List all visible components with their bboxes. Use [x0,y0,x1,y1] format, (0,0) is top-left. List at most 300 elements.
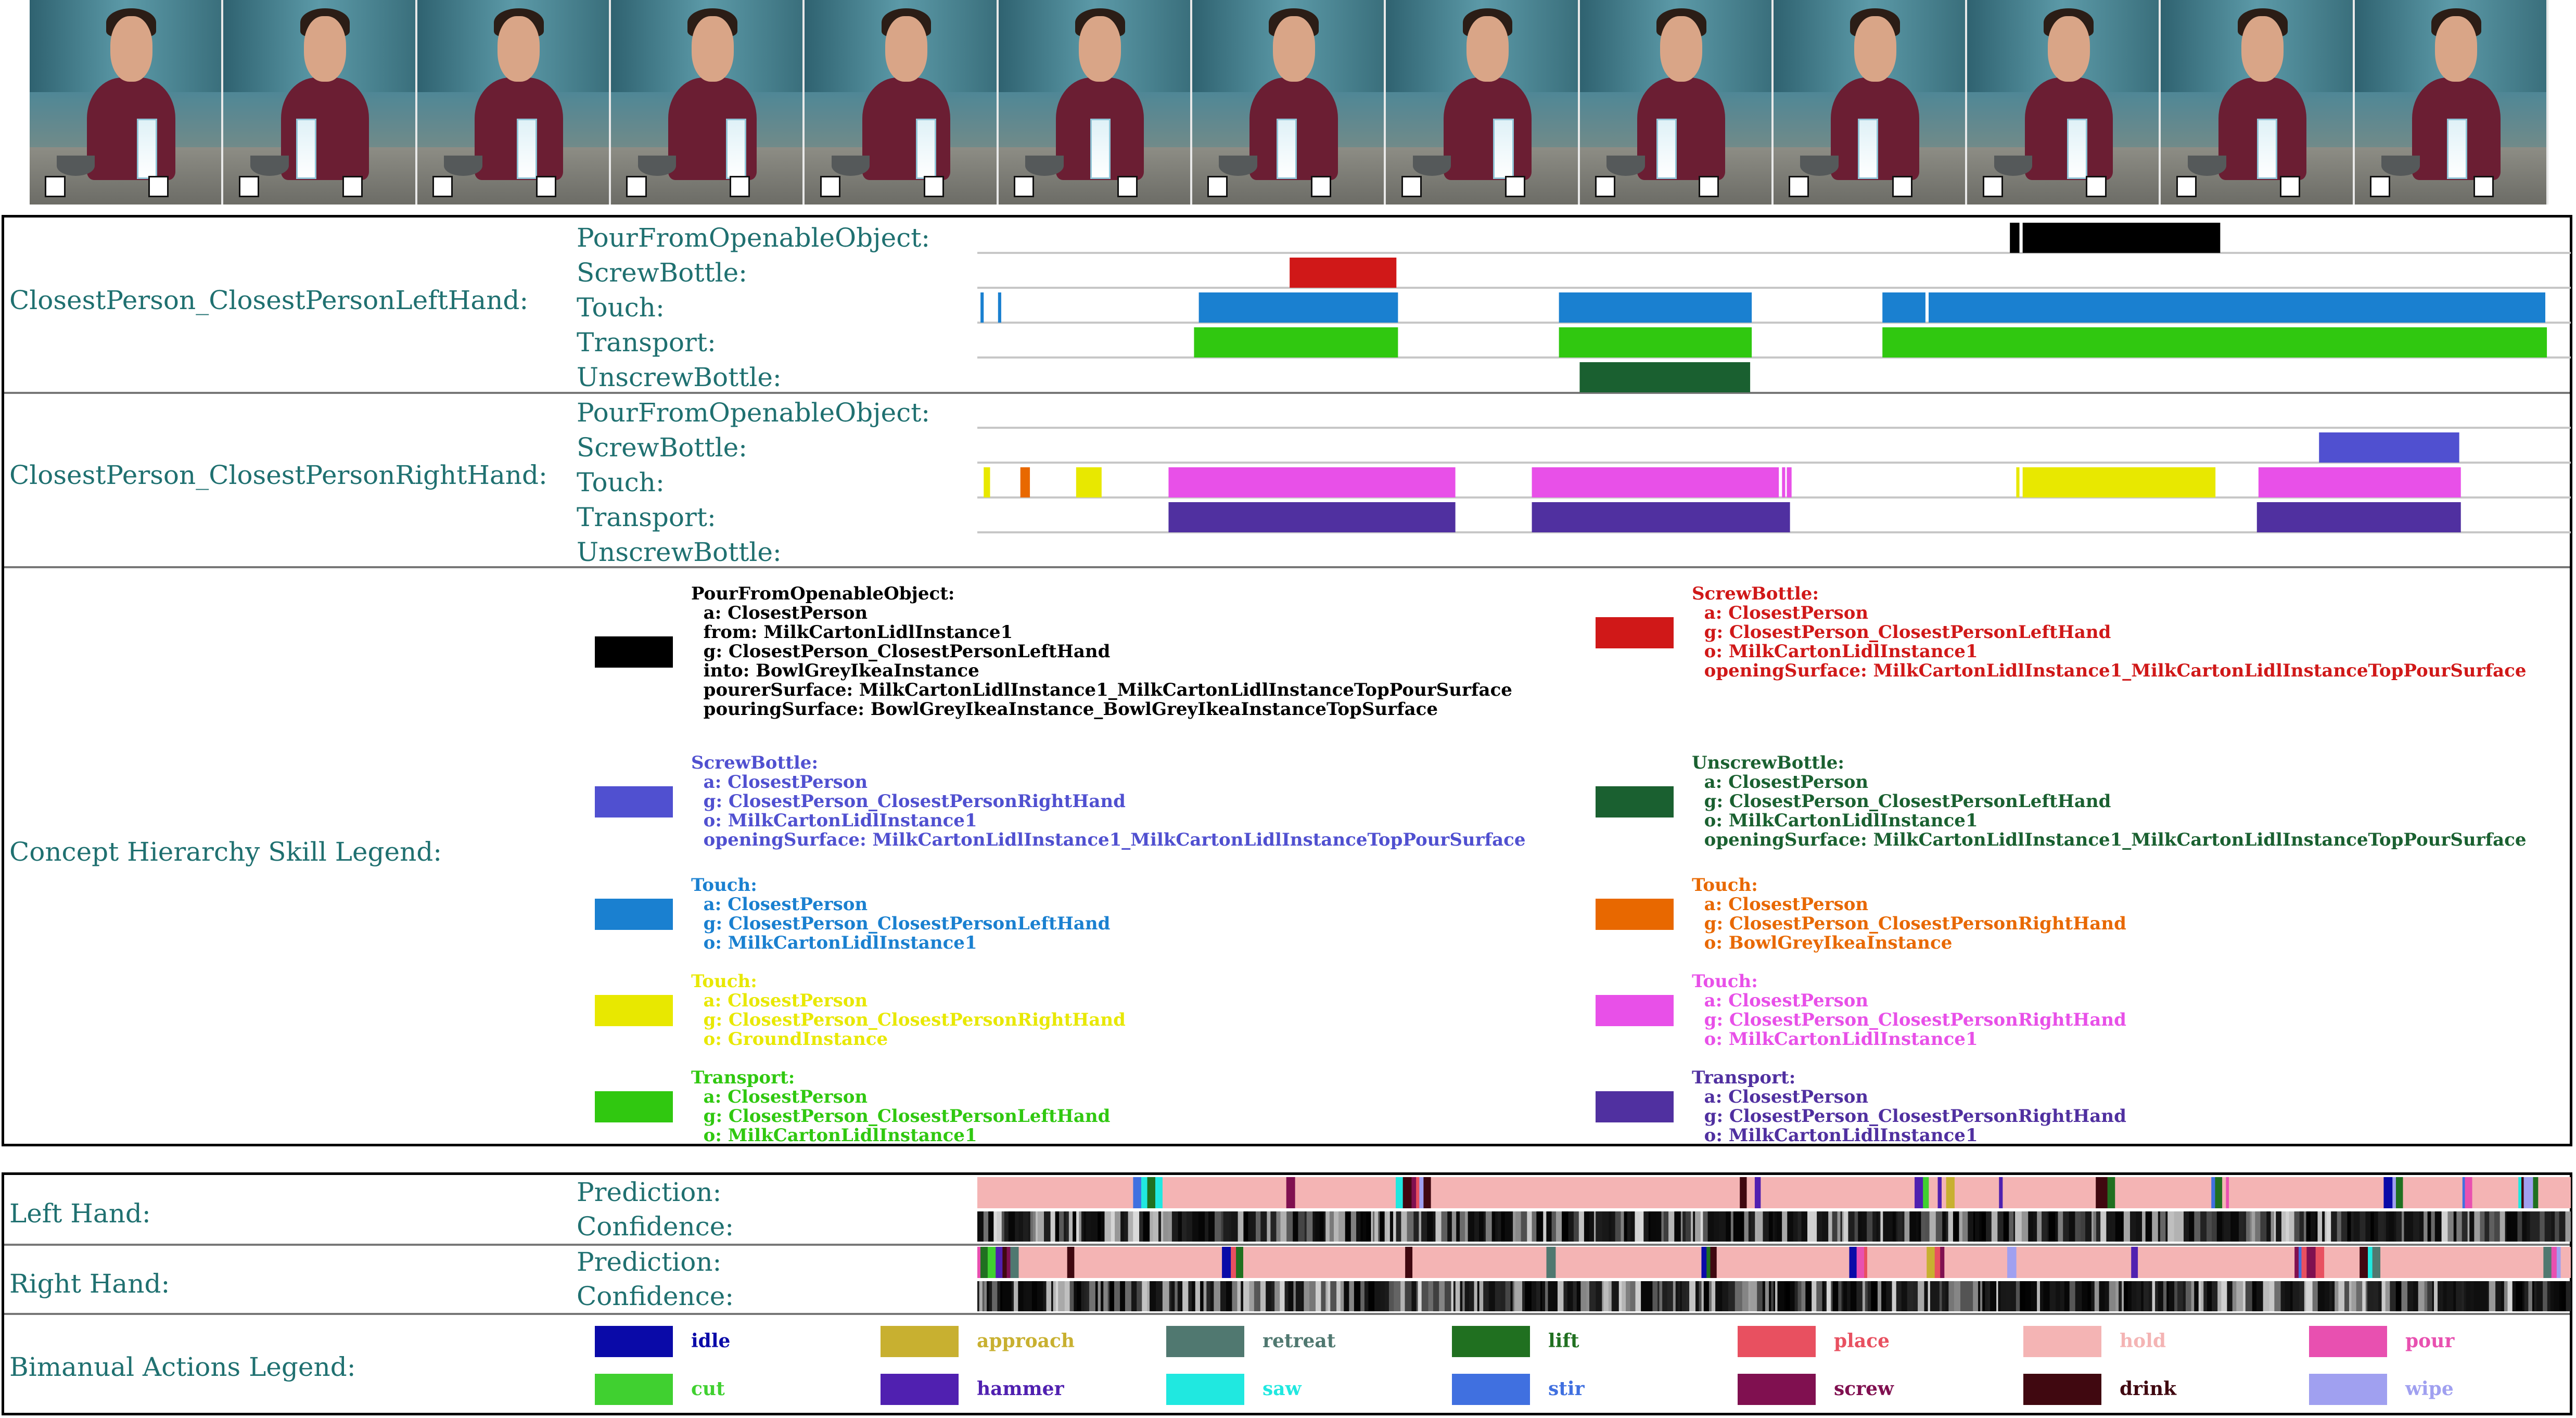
confidence-band [2344,1281,2350,1311]
confidence-band [1916,1211,1919,1242]
confidence-band [1990,1281,1997,1311]
confidence-band [1567,1281,1573,1311]
confidence-band [2043,1281,2050,1311]
confidence-band [1368,1281,1374,1311]
confidence-band [2281,1281,2285,1311]
confidence-band [1153,1211,1159,1242]
confidence-band [2033,1211,2037,1242]
confidence-band [1429,1281,1434,1311]
prediction-band [2222,1177,2226,1208]
confidence-band [1002,1281,1007,1311]
video-frame [1774,0,1967,205]
confidence-band [1703,1211,1708,1242]
confidence-band [1536,1211,1543,1242]
prediction-band [1944,1247,1949,1278]
prediction-band [1499,1177,1506,1208]
legend-entry-text: ScrewBottle: a: ClosestPerson g: ClosestPerson_ClosestPersonLeftHand o: MilkCartonLidlInstance1 openingSurface: MilkCartonLidlInstance1_MilkCartonLidlInstanceTopPourSurface [1692,583,2527,681]
action-label-lift: lift [1548,1330,1579,1352]
prediction-band [1923,1177,1929,1208]
confidence-band [2180,1211,2184,1242]
confidence-band [2252,1281,2257,1311]
confidence-band [1689,1281,1695,1311]
confidence-band [1521,1211,1527,1242]
legend-swatch [595,995,673,1026]
prediction-band [1163,1177,1286,1208]
confidence-band [2075,1281,2082,1311]
confidence-band [1968,1211,1973,1242]
confidence-band [2464,1281,2467,1311]
prediction-band [2294,1247,2299,1278]
confidence-band [1081,1281,1084,1311]
confidence-band [1401,1211,1407,1242]
confidence-band [1844,1211,1848,1242]
confidence-band [1276,1211,1281,1242]
confidence-band [2204,1211,2207,1242]
confidence-band [1270,1211,1277,1242]
action-swatch-hold [2023,1326,2101,1357]
confidence-band [1192,1211,1198,1242]
confidence-band [2252,1211,2255,1242]
confidence-band [1188,1281,1192,1311]
confidence-band [1280,1281,1285,1311]
confidence-band [2378,1281,2382,1311]
confidence-band [1996,1281,1998,1311]
confidence-band [1394,1281,1400,1311]
confidence-band [1731,1211,1733,1242]
confidence-band [1816,1281,1822,1311]
confidence-band [2522,1211,2527,1242]
legend-separator [4,566,2570,568]
prediction-band [1006,1247,1010,1278]
prediction-band [1405,1247,1412,1278]
confidence-band [1979,1211,1982,1242]
prediction-band [2316,1247,2325,1278]
confidence-band [1543,1211,1547,1242]
confidence-band [2243,1211,2246,1242]
confidence-band [1131,1281,1137,1311]
right-confidence-strip [977,1281,2571,1311]
confidence-band [2075,1211,2078,1242]
confidence-band [2390,1281,2396,1311]
confidence-band [1744,1211,1749,1242]
confidence-band [2243,1281,2246,1311]
prediction-band [1222,1247,1225,1278]
confidence-band [2561,1281,2566,1311]
confidence-band [2132,1281,2137,1311]
action-label-screw: screw [1834,1378,1894,1400]
confidence-band [2274,1281,2281,1311]
confidence-band [1474,1211,1480,1242]
confidence-band [1735,1281,1741,1311]
confidence-band [2037,1281,2040,1311]
confidence-band [2142,1211,2146,1242]
video-frame [1967,0,2161,205]
confidence-band [1385,1211,1387,1242]
confidence-band [1354,1281,1361,1311]
confidence-band [2199,1281,2201,1311]
confidence-band [1580,1281,1587,1311]
confidence-band [2365,1211,2370,1242]
confidence-band [1978,1281,1980,1311]
confidence-band [2152,1281,2155,1311]
confidence-band [1254,1281,1258,1311]
confidence-band [1059,1211,1064,1242]
confidence-band [1843,1281,1847,1311]
confidence-band [2055,1211,2058,1242]
confidence-band [1053,1281,1056,1311]
video-frame [1580,0,1774,205]
confidence-band [1602,1211,1609,1242]
confidence-band [1076,1211,1079,1242]
confidence-band [1674,1211,1681,1242]
confidence-band [1790,1281,1795,1311]
confidence-band [1195,1281,1201,1311]
confidence-band [1486,1211,1492,1242]
confidence-band [2304,1211,2306,1242]
prediction-band [2392,1177,2396,1208]
confidence-band [1374,1211,1379,1242]
confidence-band [1260,1211,1267,1242]
confidence-band [1182,1281,1189,1311]
confidence-band [1825,1281,1827,1311]
confidence-band [2160,1211,2166,1242]
legend-swatch [595,636,673,668]
prediction-band [2003,1177,2096,1208]
confidence-band [1877,1211,1879,1242]
confidence-band [1646,1281,1653,1311]
confidence-band [1921,1211,1925,1242]
confidence-band [1114,1281,1120,1311]
confidence-band [2454,1211,2457,1242]
confidence-band [2050,1281,2056,1311]
skill-segment-screwbottle [1290,258,1396,288]
confidence-band [2246,1211,2250,1242]
prediction-band [1750,1177,1755,1208]
action-label-hold: hold [2120,1330,2166,1352]
confidence-band [2551,1211,2555,1242]
confidence-band [1460,1211,1465,1242]
prediction-band [1929,1177,1938,1208]
confidence-band [1356,1211,1361,1242]
confidence-band [1883,1211,1888,1242]
confidence-band [1055,1211,1057,1242]
skill-segment-transport [1532,502,1790,532]
confidence-band [1077,1281,1081,1311]
action-swatch-saw [1166,1374,1244,1405]
confidence-band [1656,1211,1662,1242]
confidence-band [2186,1281,2191,1311]
confidence-band [2516,1281,2522,1311]
confidence-band [1678,1281,1680,1311]
confidence-band [1325,1211,1330,1242]
confidence-band [2184,1211,2189,1242]
confidence-band [1023,1211,1029,1242]
confidence-band [2434,1281,2438,1311]
confidence-band [1407,1211,1414,1242]
confidence-band [1220,1281,1227,1311]
legend-swatch [1596,1091,1674,1122]
prediction-band [2306,1247,2316,1278]
prediction-band [2383,1177,2392,1208]
confidence-band [1168,1211,1172,1242]
action-label-retreat: retreat [1263,1330,1336,1352]
confidence-band [1447,1211,1452,1242]
confidence-band [1664,1211,1669,1242]
confidence-band [2536,1211,2540,1242]
confidence-band [983,1281,985,1311]
confidence-band [1871,1281,1878,1311]
confidence-band [1838,1211,1841,1242]
action-label-drink: drink [2120,1378,2176,1400]
confidence-band [1801,1281,1805,1311]
confidence-band [2408,1211,2413,1242]
confidence-band [1381,1281,1385,1311]
confidence-band [1769,1281,1771,1311]
confidence-band [1125,1281,1131,1311]
confidence-band [1863,1281,1866,1311]
confidence-band [2351,1211,2354,1242]
confidence-band [1822,1211,1828,1242]
confidence-band [1334,1211,1339,1242]
confidence-band [2354,1211,2360,1242]
confidence-band [2269,1281,2275,1311]
confidence-band [1387,1211,1390,1242]
prediction-band [2403,1177,2463,1208]
confidence-band [1137,1281,1142,1311]
prediction-band [1431,1177,1500,1208]
confidence-band [1495,1211,1498,1242]
confidence-band [2289,1211,2294,1242]
prediction-band [1857,1247,1865,1278]
confidence-band [1074,1281,1077,1311]
confidence-band [2108,1211,2113,1242]
confidence-band [1413,1211,1419,1242]
confidence-band [1232,1281,1238,1311]
confidence-band [2341,1211,2348,1242]
confidence-band [2201,1281,2203,1311]
confidence-band [1422,1281,1429,1311]
confidence-band [2456,1281,2462,1311]
prediction-band [2518,1177,2521,1208]
confidence-band [2285,1281,2290,1311]
confidence-band [2222,1211,2224,1242]
confidence-band [1573,1281,1577,1311]
confidence-band [1366,1211,1371,1242]
confidence-band [2000,1281,2006,1311]
confidence-band [1771,1281,1774,1311]
confidence-band [1462,1281,1465,1311]
confidence-band [1985,1281,1988,1311]
confidence-band [1896,1281,1902,1311]
confidence-band [1708,1211,1714,1242]
confidence-band [1763,1211,1769,1242]
confidence-band [2474,1211,2480,1242]
confidence-band [1773,1211,1775,1242]
confidence-band [2551,1281,2554,1311]
confidence-band [1693,1211,1695,1242]
confidence-band [1740,1211,1744,1242]
confidence-band [1763,1281,1766,1311]
confidence-band [1801,1211,1807,1242]
prediction-band [1396,1177,1403,1208]
confidence-band [1079,1211,1081,1242]
confidence-band [1594,1211,1596,1242]
confidence-band [2396,1211,2402,1242]
confidence-band [2447,1211,2454,1242]
confidence-band [2221,1281,2227,1311]
confidence-band [1865,1211,1867,1242]
confidence-band [1451,1281,1453,1311]
hand-separator [4,1244,2570,1246]
confidence-band [1243,1211,1248,1242]
confidence-band [1200,1281,1204,1311]
confidence-band [2194,1281,2199,1311]
confidence-band [2095,1281,2099,1311]
confidence-band [1925,1211,1930,1242]
confidence-band [1805,1281,1812,1311]
confidence-band [2063,1211,2069,1242]
confidence-band [1378,1211,1380,1242]
confidence-band [1128,1211,1133,1242]
confidence-band [1316,1281,1321,1311]
confidence-band [1640,1211,1644,1242]
prediction-band [2327,1247,2360,1278]
confidence-band [1307,1211,1313,1242]
confidence-band [2500,1211,2505,1242]
confidence-band [2441,1281,2443,1311]
confidence-band [1330,1281,1336,1311]
confidence-band [2367,1281,2374,1311]
confidence-band [2331,1211,2337,1242]
skill-segment-screwbottle [2319,432,2459,463]
confidence-band [2325,1211,2327,1242]
confidence-band [1163,1281,1169,1311]
prediction-band [2211,1177,2215,1208]
prediction-band [1002,1247,1007,1278]
confidence-band [1037,1281,1043,1311]
confidence-band [1324,1211,1326,1242]
confidence-band [2315,1211,2318,1242]
confidence-band [1918,1281,1924,1311]
confidence-band [1064,1211,1066,1242]
confidence-band [2124,1211,2131,1242]
confidence-band [1511,1211,1513,1242]
confidence-band [1380,1211,1385,1242]
confidence-band [1271,1281,1275,1311]
confidence-band [2545,1211,2552,1242]
confidence-band [1619,1281,1622,1311]
prediction-band [980,1247,988,1278]
confidence-band [2425,1281,2428,1311]
confidence-band [1111,1211,1115,1242]
confidence-band [1536,1281,1541,1311]
confidence-band [2470,1281,2474,1311]
confidence-band [1445,1281,1451,1311]
confidence-band [2313,1281,2318,1311]
action-swatch-cut [595,1374,673,1405]
confidence-band [2566,1281,2571,1311]
prediction-band [2360,1247,2368,1278]
confidence-band [1215,1211,1221,1242]
confidence-band [1838,1281,1842,1311]
confidence-band [2462,1211,2468,1242]
video-frame [417,0,611,205]
legend-entry-text: ScrewBottle: a: ClosestPerson g: ClosestPerson_ClosestPersonRightHand o: MilkCartonLidlInstance1 openingSurface: MilkCartonLidlInstance1_MilkCartonLidlInstanceTopPourSurface [691,752,1526,850]
confidence-band [1630,1281,1636,1311]
confidence-band [1513,1281,1515,1311]
confidence-band [2522,1281,2524,1311]
right-prediction-label: Prediction: [577,1247,722,1277]
confidence-band [1962,1211,1968,1242]
action-swatch-approach [881,1326,959,1357]
confidence-band [1954,1281,1961,1311]
confidence-band [1553,1281,1558,1311]
prediction-band [2533,1177,2538,1208]
bimanual-actions-panel [2,1172,2572,1415]
legend-swatch [1596,786,1674,817]
prediction-band [996,1247,1003,1278]
skill-segment-transport [1168,502,1455,532]
confidence-band [2230,1211,2233,1242]
prediction-band [988,1247,996,1278]
confidence-band [2106,1211,2108,1242]
skill-segment-transport [1882,327,2547,357]
confidence-band [2444,1281,2447,1311]
skill-segment-touch [2023,467,2216,497]
video-frame [1386,0,1579,205]
confidence-band [1198,1211,1205,1242]
prediction-band [2561,1247,2571,1278]
confidence-band [1787,1211,1793,1242]
confidence-band [2427,1281,2432,1311]
confidence-band [1066,1211,1069,1242]
confidence-band [1442,1211,1448,1242]
confidence-band [1842,1281,1844,1311]
confidence-band [1427,1211,1433,1242]
confidence-band [2382,1281,2386,1311]
confidence-band [1936,1281,1940,1311]
confidence-band [1563,1281,1567,1311]
confidence-band [1577,1281,1581,1311]
legend-entry-text: Touch: a: ClosestPerson g: ClosestPerson_ClosestPersonLeftHand o: MilkCartonLidlInstance1 [691,875,1111,953]
row-label-screw: ScrewBottle: [577,258,748,288]
legend-entry-text: Touch: a: ClosestPerson g: ClosestPerson_ClosestPersonRightHand o: MilkCartonLidlInstance1 [1692,971,2126,1050]
confidence-band [2056,1281,2060,1311]
confidence-band [1659,1281,1662,1311]
confidence-band [2431,1211,2435,1242]
confidence-band [2413,1281,2418,1311]
confidence-band [1662,1281,1667,1311]
action-swatch-retreat [1166,1326,1244,1357]
confidence-band [1755,1211,1757,1242]
confidence-band [2286,1211,2289,1242]
confidence-band [1879,1211,1881,1242]
video-frame [611,0,805,205]
prediction-band [1849,1247,1857,1278]
confidence-band [2007,1211,2009,1242]
confidence-band [1133,1211,1139,1242]
confidence-band [1749,1281,1751,1311]
confidence-band [1807,1211,1814,1242]
confidence-band [1998,1281,2000,1311]
confidence-band [2136,1281,2141,1311]
confidence-band [1143,1211,1150,1242]
confidence-band [2304,1281,2306,1311]
confidence-band [1750,1281,1757,1311]
confidence-band [2020,1281,2025,1311]
confidence-band [1680,1281,1682,1311]
confidence-band [2294,1211,2300,1242]
